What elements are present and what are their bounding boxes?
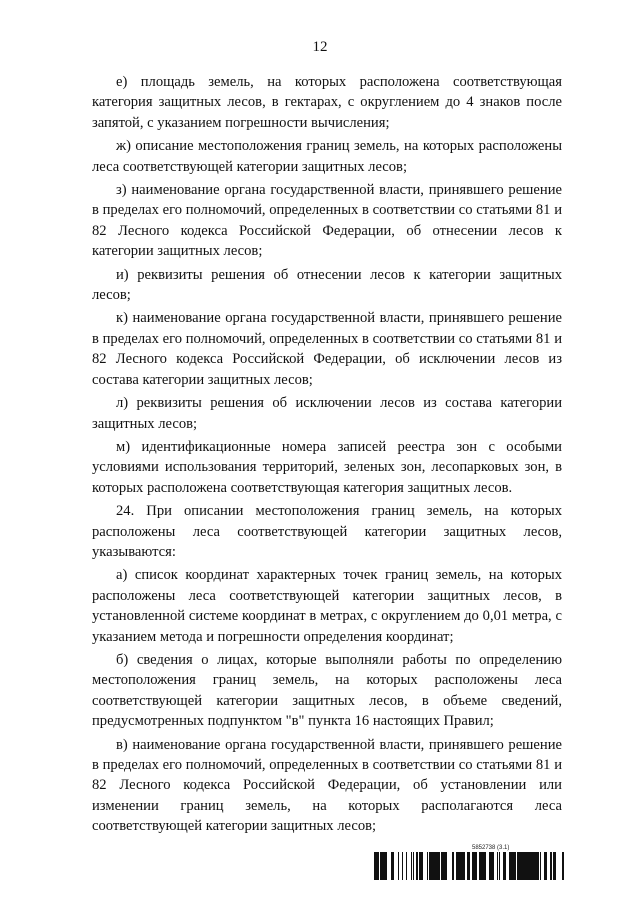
paragraph-l: л) реквизиты решения об исключении лесов из состава категории защитных лесов; (92, 395, 562, 432)
paragraph-v: в) наименование органа государственной власти, принявшего решение в пределах его полномочий, определенных в соответствии со статьями 81 и 82 Лесного кодекса Российской Федерации, об установлении или изменении границ земель, на которых располагаются леса соответствующей категории защитных лесов; (92, 736, 562, 835)
paragraph-a: а) список координат характерных точек границ земель, на которых расположены леса соответствующей категории защитных лесов, в установленной системе координат в метрах, с округлением до 0,01 метра, с указанием метода и погрешности определения координат; (92, 567, 562, 645)
document-code: 5852738 (3.1) (472, 845, 510, 851)
paragraph-i: и) реквизиты решения об отнесении лесов к категории защитных лесов; (92, 266, 562, 304)
paragraph-k: к) наименование органа государственной власти, принявшего решение в пределах его полномочий, определенных в соответствии со статьями 81 и 82 Лесного кодекса Российской Федерации, об исключении лесов из состава категории защитных лесов; (92, 310, 562, 388)
barcode-icon (374, 852, 564, 880)
paragraph-e: е) площадь земель, на которых расположена соответствующая категория защитных лесов, в гектарах, с округлением до 4 знаков после запятой, с указанием погрешности вычисления; (92, 74, 562, 131)
page-number: 12 (312, 39, 328, 55)
paragraph-24: 24. При описании местоположения границ земель, на которых расположены леса соответствующей категории защитных лесов, указываются: (92, 503, 562, 560)
paragraph-z: з) наименование органа государственной власти, принявшего решение в пределах его полномочий, определенных в соответствии со статьями 81 и 82 Лесного кодекса Российской Федерации, об отнесении лесов к категории защитных лесов; (92, 182, 562, 260)
document-footer (374, 845, 564, 885)
document-body (92, 72, 562, 840)
paragraph-zh: ж) описание местоположения границ земель, на которых расположены леса соответствующей категории защитных лесов; (92, 138, 562, 175)
paragraph-m: м) идентификационные номера записей реестра зон с особыми условиями использования территорий, зеленых зон, лесопарковых зон, в которых расположена соответствующая категория защитных лесов. (92, 438, 562, 496)
paragraph-b: б) сведения о лицах, которые выполняли работы по определению местоположения границ земель, на которых расположены леса соответствующей категории защитных лесов, в объеме сведений, предусмотренных подпунктом "в" пункта 16 настоящих Правил; (92, 651, 562, 730)
